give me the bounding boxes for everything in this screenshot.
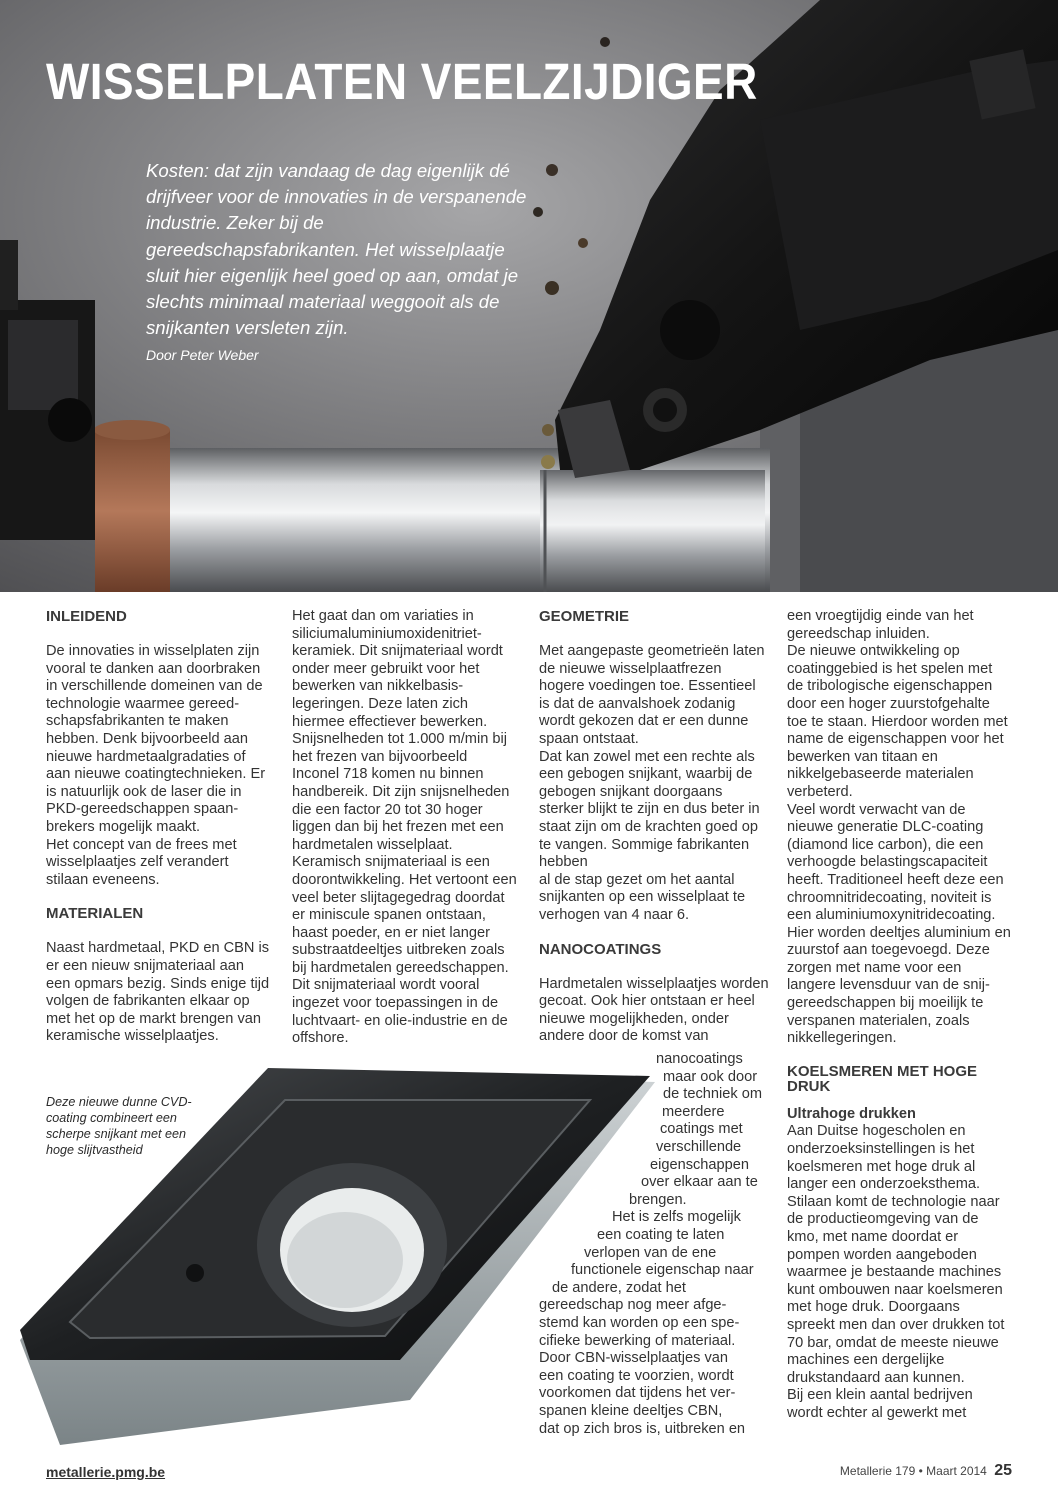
paragraph: De innovaties in wisselplaten zijn vooral te danken aan doorbraken in verschillende domeinen van de technologie waarmee gereedschapsfabrikanten te maken hebben. Denk bijvoorbeeld aan nieuwe hardmetaalgradaties of aan nieuwe coatingtechnieken. Er is natuurlijk ook de laser die in PKD-gereedschappen spaanbrekers mogelijk maakt.: [46, 643, 266, 835]
paragraph: Naast hardmetaal, PKD en CBN is er een nieuw snijmateriaal aan een opmars bezig. Sinds enige tijd volgen de fabrikanten elkaar op met het op de markt brengen van keramische wisselplaatjes.: [46, 940, 270, 1045]
heading-koelsmeren: KOELSMEREN MET HOGE DRUK: [787, 1062, 978, 1095]
paragraph: Het gaat dan om variaties in siliciumaluminiumoxidenitrietkeramiek. Dit snijmateriaal wordt onder meer gebruikt voor het bewerken van nikkelbasislegeringen. Deze laten zich hiermee effectiever bewerken. Snijsnelheden tot 1.000 m/min bij het frezen van bijvoorbeeld Inconel 718 komen nu binnen handbereik. Dit zijn snijsnelheden die een factor 20 tot 30 hoger liggen dan bij het frezen met een hardmetalen wisselplaat.: [292, 608, 510, 853]
column-1: [46, 608, 270, 1046]
page-number: 25: [994, 1462, 1012, 1479]
author-byline: Door Peter Weber: [146, 347, 259, 363]
paragraph: Aan Duitse hogescholen en onderzoeksinstellingen is het koelsmeren met hoge druk al langer een onderzoeksthema. Stilaan komt de technologie naar de productieomgeving van de kmo, met name doordat er pompen worden aangeboden waarmee je bestaande machines kunt ombouwen naar koelsmeren met hoge druk. Doorgaans spreekt men dan over drukken tot 70 bar, omdat de meeste nieuwe machines een dergelijke drukstandaard aan kunnen.: [787, 1123, 1005, 1386]
text-line: meerdere: [662, 1103, 725, 1120]
text-line: functionele eigenschap naar: [571, 1262, 754, 1279]
paragraph: Bij een klein aantal bedrijven wordt echter al gewerkt met: [787, 1387, 973, 1421]
paragraph: een vroegtijdig einde van het gereedschap inluiden.: [787, 608, 974, 642]
text-line: cifieke bewerking of materiaal.: [539, 1332, 736, 1349]
text-line: dat op zich bros is, uitbreken en: [539, 1420, 746, 1437]
text-line: brengen.: [629, 1191, 687, 1208]
text-line: voorkomen dat tijdens het ver-: [539, 1385, 736, 1402]
paragraph: Hardmetalen wisselplaatjes worden gecoat. Ook hier ontstaan er heel nieuwe mogelijkheden, onder andere door de komst van: [539, 975, 769, 1045]
article-title: WISSELPLATEN VEELZIJDIGER: [46, 53, 758, 110]
text-line: maar ook door: [663, 1068, 758, 1085]
heading-nanocoatings: NANOCOATINGS: [539, 940, 662, 958]
paragraph: De nieuwe ontwikkeling op coatinggebied is het spelen met de tribologische eigenschappen door een hoger zuurstofgehalte toe te staan. Hierdoor worden met name de eigenschappen voor het bewerken van titaan en nikkelgebaseerde materialen verbeterd.: [787, 643, 1008, 800]
text-line: coatings met: [660, 1121, 743, 1138]
issue-info: Metallerie 179 • Maart 2014: [839, 1464, 987, 1478]
column-3: [539, 608, 769, 1046]
paragraph: Met aangepaste geometrieën laten de nieuwe wisselplaatfrezen hogere voedingen toe. Essentieel is dat de aanvalshoek zodanig wordt gekozen dat er een dunne spaan ontstaat.: [539, 643, 765, 747]
text-line: nanocoatings: [656, 1051, 743, 1067]
website-link[interactable]: metallerie.pmg.be: [46, 1464, 166, 1480]
text-line: een coating te voorzien, wordt: [539, 1367, 734, 1384]
heading-materialen: MATERIALEN: [46, 905, 144, 923]
text-line: eigenschappen: [650, 1156, 749, 1173]
text-line: de techniek om: [663, 1086, 762, 1103]
article-lead: Kosten: dat zijn vandaag de dag eigenlijk dé drijfveer voor de innovaties in de verspanende industrie. Zeker bij de gereedschapsfabrikanten. Het wisselplaatje sluit hier eigenlijk heel goed op aan, omdat je slechts minimaal materiaal weggooit als de snijkanten versleten zijn.: [146, 160, 527, 339]
paragraph: Veel wordt verwacht van de nieuwe generatie DLC-coating (diamond lice carbon), die een verhoogde belastingscapaciteit heeft. Traditioneel heeft deze een chroomnitridecoating, noviteit is een aluminiumoxynitridecoating. Hier worden deeltjes aluminium en zuurstof aan toegevoegd. Deze zorgen met name voor een langere levensduur van de snijgereedschappen bij moeilijk te verspanen materialen, zoals nikkellegeringen.: [787, 801, 1011, 1047]
text-line: gereedschap nog meer afge-: [539, 1297, 727, 1314]
text-line: een coating te laten: [597, 1227, 725, 1243]
paragraph: Het concept van de frees met wisselplaatjes zelf verandert stilaan eveneens.: [46, 836, 237, 888]
image-caption: Deze nieuwe dunne CVD-coating combineert een scherpe snijkant met een hoge slijtvastheid: [46, 1095, 192, 1157]
hero-photo: [0, 0, 1058, 592]
text-line: Door CBN-wisselplaatjes van: [539, 1350, 728, 1367]
text-line: de andere, zodat het: [552, 1279, 686, 1296]
text-line: spanen kleine deeltjes CBN,: [539, 1403, 723, 1419]
paragraph: Dat kan zowel met een rechte als een gebogen snijkant, waarbij de gebogen snijkant doorgaans sterker blijkt te zijn en dus beter in staat zijn om de krachten goed op te vangen. Sommige fabrikanten hebben: [539, 748, 760, 871]
page-footer: [840, 1462, 1012, 1480]
text-line: stemd kan worden op een spe-: [539, 1315, 740, 1331]
paragraph: Keramisch snijmateriaal is een doorontwikkeling. Het vertoont een veel beter slijtagegedrag doordat er miniscule spanen ontstaan, haast poeder, en er niet langer substraatdeeltjes uitbreken zoals bij hardmetalen gereedschappen. Dit snijmateriaal wordt vooral ingezet voor toepassingen in de luchtvaart- en olie-industrie en de offshore.: [292, 854, 517, 1047]
heading-geometrie: GEOMETRIE: [539, 608, 630, 625]
text-line: verlopen van de ene: [584, 1244, 717, 1261]
text-line: Het is zelfs mogelijk: [612, 1209, 741, 1226]
text-line: over elkaar aan te: [641, 1174, 758, 1191]
paragraph: al de stap gezet om het aantal snijkanten op een wisselplaat te verhogen van 4 naar 6.: [539, 871, 746, 923]
subheading-ultrahoge-drukken: Ultrahoge drukken: [787, 1105, 916, 1122]
column-2: [292, 608, 518, 1048]
text-line: verschillende: [656, 1139, 742, 1155]
heading-inleidend: INLEIDEND: [46, 608, 127, 625]
column-4: [787, 608, 1011, 1423]
